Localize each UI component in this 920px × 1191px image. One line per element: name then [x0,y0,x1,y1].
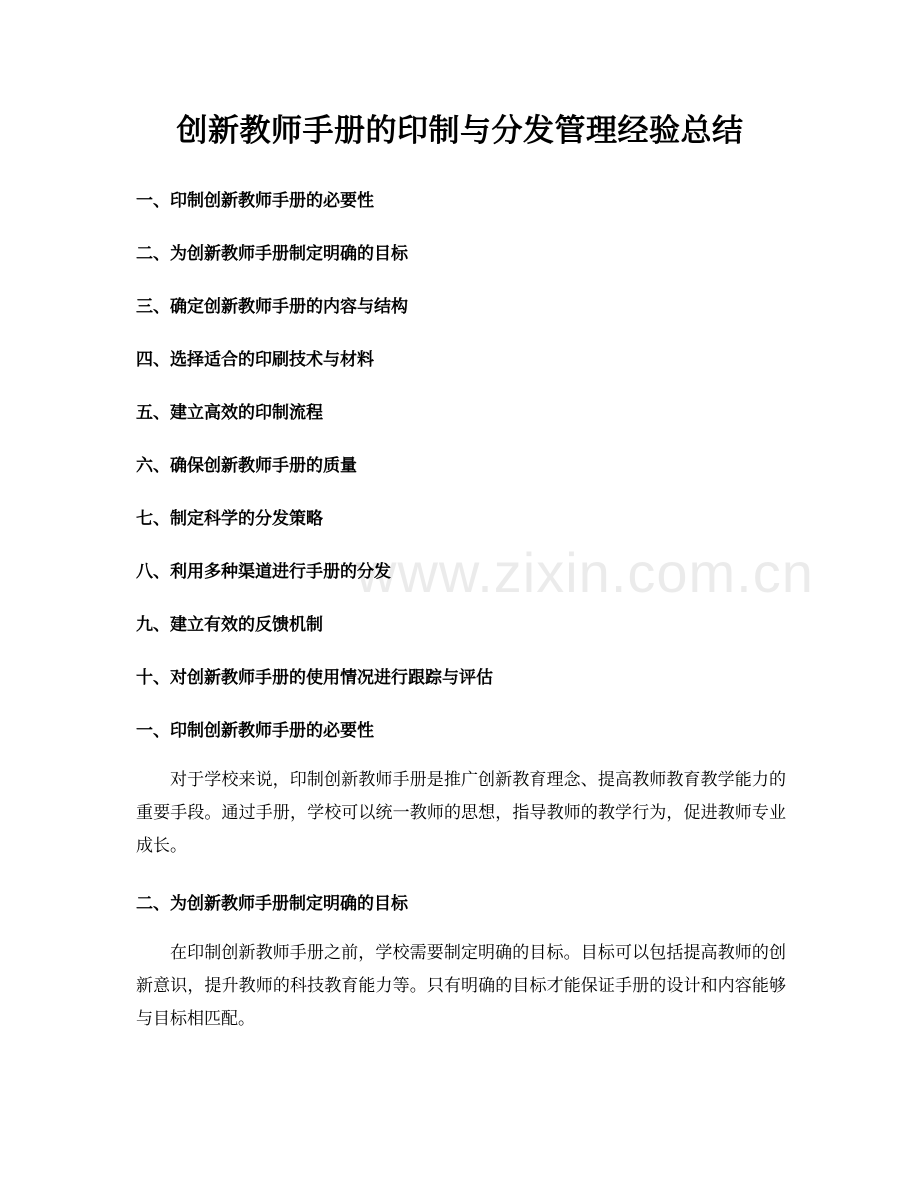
toc-item: 二、为创新教师手册制定明确的目标 [136,244,408,264]
toc-item: 十、对创新教师手册的使用情况进行跟踪与评估 [136,668,493,688]
toc-item: 五、建立高效的印制流程 [136,403,323,423]
section [136,889,786,1036]
section-heading: 二、为创新教师手册制定明确的目标 [136,894,408,914]
section-paragraph: 对于学校来说，印制创新教师手册是推广创新教育理念、提高教师教育教学能力的重要手段。通过手册，学校可以统一教师的思想，指导教师的教学行为，促进教师专业成长。 [136,770,786,856]
watermark: www.zixin.com.cn [356,541,814,604]
section-paragraph: 在印制创新教师手册之前，学校需要制定明确的目标。目标可以包括提高教师的创新意识，提升教师的科技教育能力等。只有明确的目标才能保证手册的设计和内容能够与目标相匹配。 [136,943,786,1029]
toc-item: 八、利用多种渠道进行手册的分发 [136,562,391,582]
document-title: 创新教师手册的印制与分发管理经验总结 [176,113,744,149]
toc-item: 七、制定科学的分发策略 [136,509,323,529]
toc-item: 六、确保创新教师手册的质量 [136,456,357,476]
toc-item: 四、选择适合的印刷技术与材料 [136,350,374,370]
toc-item: 一、印制创新教师手册的必要性 [136,191,374,211]
section-heading: 一、印制创新教师手册的必要性 [136,721,374,741]
toc-item: 九、建立有效的反馈机制 [136,615,323,635]
table-of-contents [136,186,493,716]
toc-item: 三、确定创新教师手册的内容与结构 [136,297,408,317]
section [136,716,786,863]
